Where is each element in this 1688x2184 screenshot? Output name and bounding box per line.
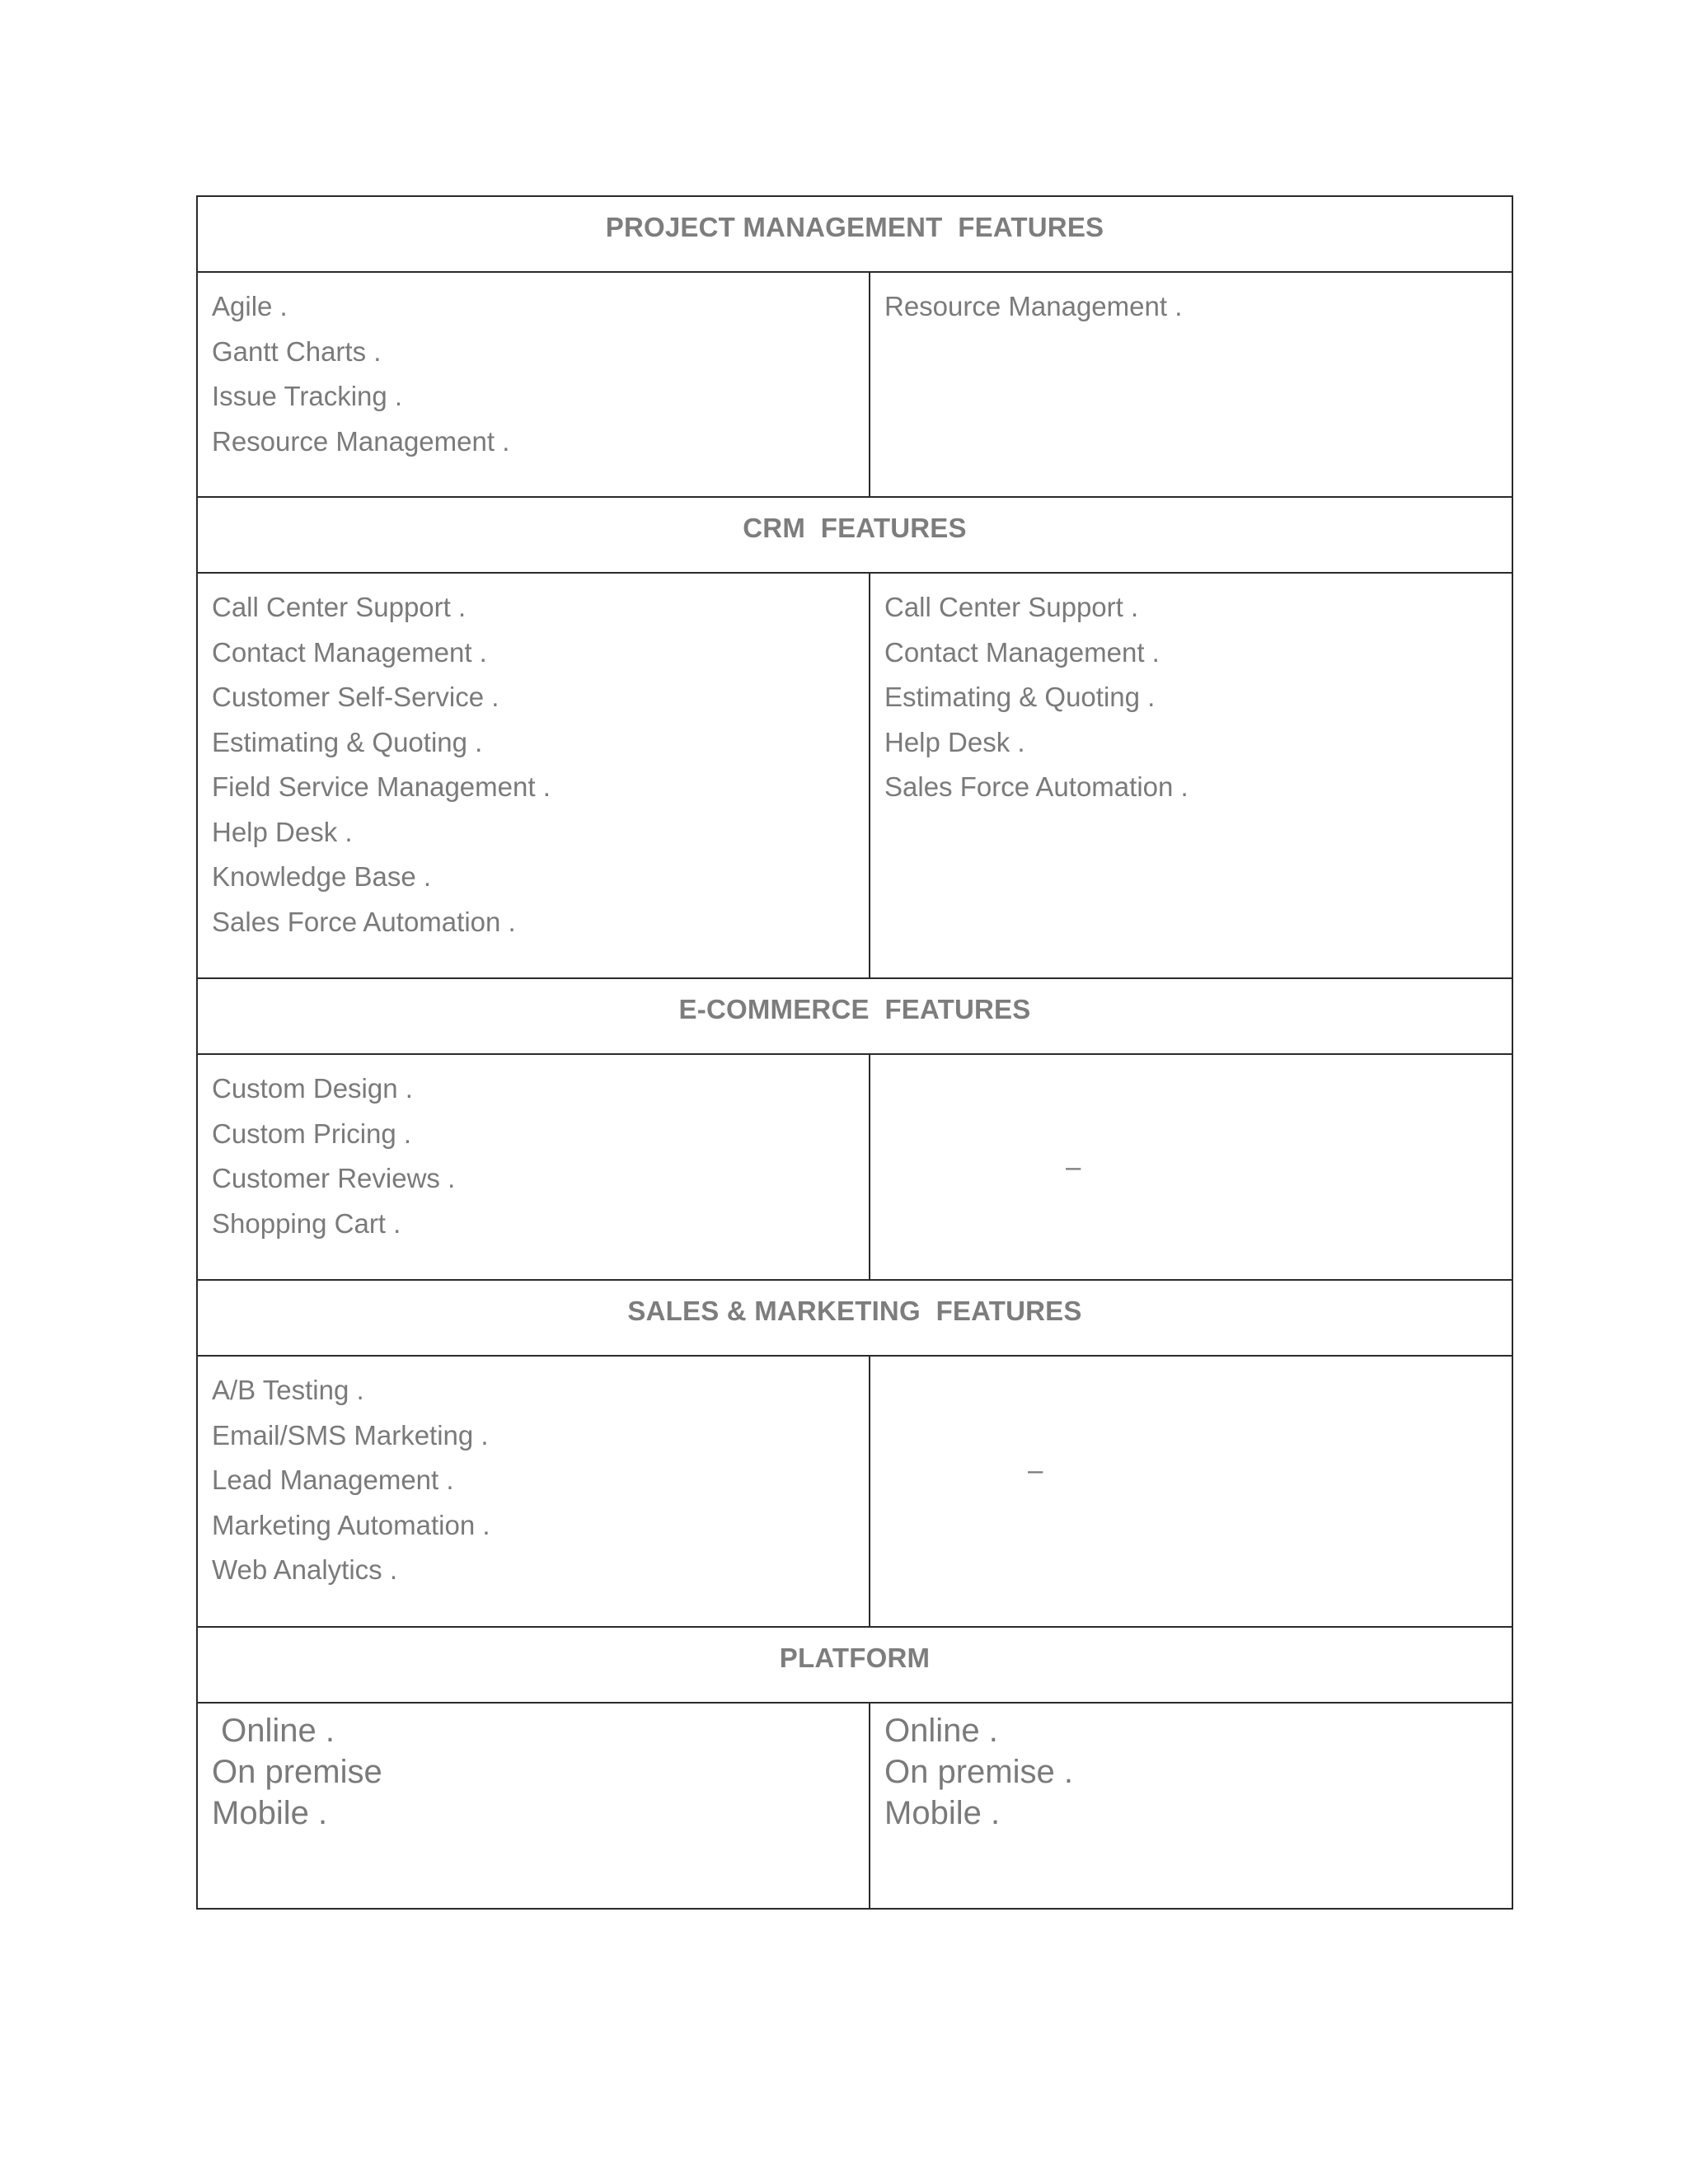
right-column bbox=[870, 1357, 1512, 1626]
feature-item: Shopping Cart . bbox=[212, 1207, 401, 1239]
left-column bbox=[198, 273, 870, 496]
feature-item: Custom Design . bbox=[212, 1073, 413, 1104]
left-column bbox=[198, 1055, 870, 1279]
right-column bbox=[870, 1704, 1512, 1908]
feature-item: Email/SMS Marketing . bbox=[212, 1419, 489, 1451]
platform-item: On premise bbox=[212, 1754, 382, 1790]
empty-placeholder: – bbox=[1028, 1455, 1043, 1485]
section-body-crm bbox=[198, 574, 1512, 979]
feature-item: Sales Force Automation . bbox=[884, 771, 1189, 802]
feature-item: Sales Force Automation . bbox=[212, 906, 516, 937]
platform-item: Online . bbox=[884, 1713, 998, 1749]
feature-item: Help Desk . bbox=[212, 816, 353, 847]
right-column bbox=[870, 574, 1512, 977]
feature-item: Estimating & Quoting . bbox=[884, 682, 1156, 712]
feature-item: Call Center Support . bbox=[884, 592, 1139, 622]
section-header-project-management: PROJECT MANAGEMENT FEATURES bbox=[198, 197, 1512, 273]
section-header-crm: CRM FEATURES bbox=[198, 498, 1512, 574]
feature-item: Contact Management . bbox=[212, 636, 487, 668]
section-header-sales-marketing: SALES & MARKETING FEATURES bbox=[198, 1281, 1512, 1357]
feature-item: Resource Management . bbox=[884, 291, 1183, 321]
feature-item: Gantt Charts . bbox=[212, 335, 382, 367]
platform-item: On premise . bbox=[884, 1754, 1073, 1790]
feature-item: Help Desk . bbox=[884, 726, 1025, 757]
section-body-project-management bbox=[198, 273, 1512, 498]
platform-item: Online . bbox=[212, 1713, 335, 1749]
feature-item: Custom Pricing . bbox=[212, 1118, 412, 1149]
platform-item: Mobile . bbox=[884, 1795, 1001, 1831]
feature-item: Knowledge Base . bbox=[212, 861, 432, 892]
feature-item: Contact Management . bbox=[884, 636, 1160, 668]
feature-comparison-table bbox=[196, 195, 1513, 1910]
section-header-ecommerce: E-COMMERCE FEATURES bbox=[198, 979, 1512, 1055]
section-body-ecommerce bbox=[198, 1055, 1512, 1281]
feature-item: Issue Tracking . bbox=[212, 381, 403, 411]
platform-item: Mobile . bbox=[212, 1795, 328, 1831]
left-column bbox=[198, 574, 870, 977]
feature-item: Customer Reviews . bbox=[212, 1163, 456, 1193]
feature-item: Web Analytics . bbox=[212, 1554, 397, 1585]
section-body-sales-marketing bbox=[198, 1357, 1512, 1628]
right-column bbox=[870, 1055, 1512, 1279]
left-column bbox=[198, 1704, 870, 1908]
feature-item: Lead Management . bbox=[212, 1465, 454, 1495]
feature-item: Agile . bbox=[212, 291, 288, 321]
left-column bbox=[198, 1357, 870, 1626]
empty-placeholder: – bbox=[1066, 1151, 1081, 1182]
right-column bbox=[870, 273, 1512, 496]
feature-item: Marketing Automation . bbox=[212, 1509, 490, 1540]
section-body-platform bbox=[198, 1704, 1512, 1908]
feature-item: Customer Self-Service . bbox=[212, 682, 499, 712]
feature-item: A/B Testing . bbox=[212, 1375, 364, 1405]
feature-item: Estimating & Quoting . bbox=[212, 726, 483, 757]
feature-item: Call Center Support . bbox=[212, 592, 467, 622]
section-header-platform: PLATFORM bbox=[198, 1628, 1512, 1704]
feature-item: Resource Management . bbox=[212, 425, 510, 457]
feature-item: Field Service Management . bbox=[212, 771, 551, 802]
